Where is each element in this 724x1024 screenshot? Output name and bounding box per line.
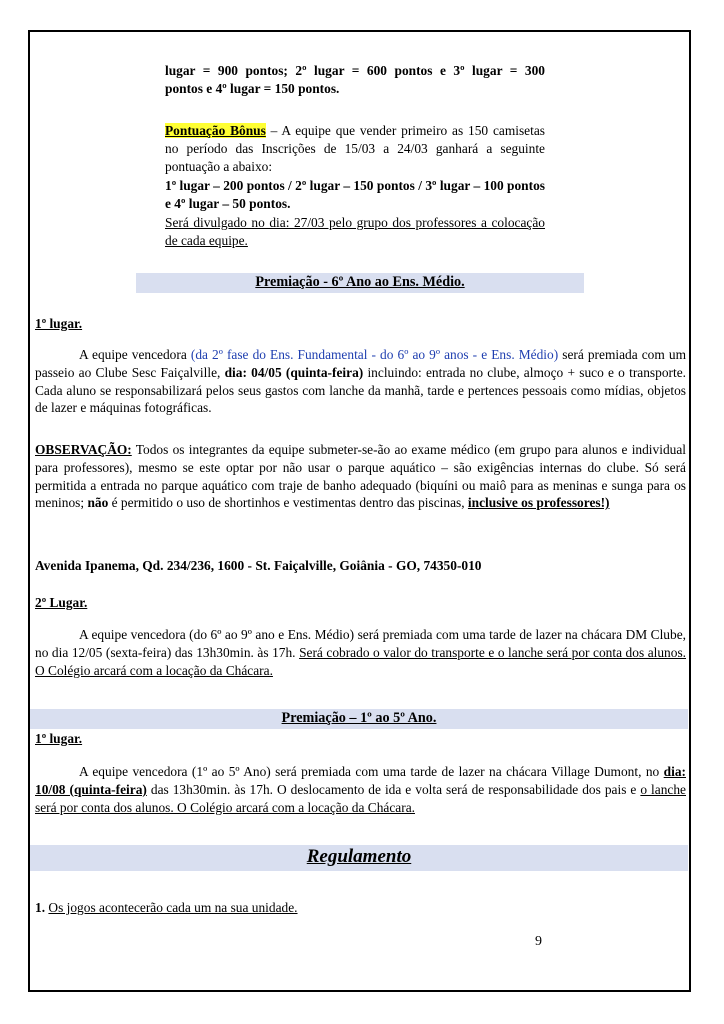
obs-label: OBSERVAÇÃO:: [35, 442, 132, 457]
bonus-text: – A equipe que vender primeiro as 150 camisetas no período das Inscrições de 15/03 a 24/03 ganhará a seguinte pontuação a abaixo:: [165, 123, 545, 174]
regulamento-item-1: [35, 899, 686, 917]
s1-p2-a: A equipe vencedora (do 6º ao 9º ano e Ens. Médio) será premiada com uma tarde de lazer na chácara DM Clube, no dia 12/05 (sexta-feira) das 13h30min. às 17h.: [35, 627, 686, 660]
club-address: Avenida Ipanema, Qd. 234/236, 1600 - St. Faiçalville, Goiânia - GO, 74350-010: [35, 558, 482, 573]
s1-p1-a: A equipe vencedora: [79, 347, 191, 362]
page-number: 9: [535, 934, 542, 949]
regulamento-band: [30, 845, 688, 871]
s2-p1-underlined: o lanche será por conta dos alunos. O Colégio arcará com a locação da Chácara.: [35, 781, 687, 815]
s1-p1-blue: (da 2º fase do Ens. Fundamental - do 6º ao 9º anos - e Ens. Médio): [190, 347, 559, 362]
obs-nao: não: [87, 495, 109, 511]
s2-p1-b: das 13h30min. às 17h. O deslocamento de ida e volta será de responsabilidade dos pais e: [146, 781, 641, 797]
section1-second-paragraph: [35, 626, 686, 679]
bonus-label: Pontuação Bônus: [165, 123, 266, 138]
scoring-line-1: lugar = 900 pontos; 2º lugar = 600 pontos e 3º lugar = 300: [165, 63, 545, 78]
bonus-paragraph: [165, 122, 545, 175]
s1-p2-underlined: Será cobrado o valor do transporte e o lanche será por conta dos alunos. O Colégio arcará com a locação da Chácara.: [35, 644, 686, 678]
section2-title: Premiação – 1º ao 5º Ano.: [281, 710, 437, 726]
section1-first-place-label: 1º lugar.: [35, 316, 83, 331]
s1-p1-b: será premiada com um passeio ao Clube Sesc Faiçalville,: [35, 347, 686, 380]
s2-p1-date: dia: 10/08 (quinta-feira): [35, 764, 686, 797]
s1-p1-c: incluindo: entrada no clube, almoço + suco e o transporte. Cada aluno se responsabilizará pelos seus gastos com lanche da manhã, tarde e pertences pessoais como mídias, objetos de lazer e máquinas fotográficas.: [35, 364, 686, 416]
regulamento-title: Regulamento: [306, 846, 412, 867]
section1-band: [136, 273, 584, 293]
section2-paragraph: [35, 763, 686, 816]
s2-p1-a: A equipe vencedora (1º ao 5º Ano) será premiada com uma tarde de lazer na chácara Village Dumont, no: [79, 764, 664, 779]
bonus-places: 1º lugar – 200 pontos / 2º lugar – 150 pontos / 3º lugar – 100 pontos e 4º lugar – 50 pontos.: [165, 178, 545, 211]
section1-paragraph: [35, 346, 686, 417]
obs-text2: é permitido o uso de shortinhos e vestimentas dentro das piscinas,: [108, 495, 468, 511]
section1-title: Premiação - 6º Ano ao Ens. Médio.: [255, 274, 465, 290]
observation-paragraph: [35, 441, 686, 512]
obs-end: inclusive os professores!): [467, 495, 610, 511]
item1-text: Os jogos acontecerão cada um na sua unidade.: [48, 900, 298, 915]
scoring-text: [165, 62, 545, 98]
section1-second-place-label: 2º Lugar.: [35, 595, 88, 610]
section2-first-place-label: 1º lugar.: [35, 731, 83, 746]
bonus-announce: Será divulgado no dia: 27/03 pelo grupo dos professores a colocação de cada equipe.: [165, 215, 545, 248]
item1-number: 1.: [35, 900, 46, 915]
section2-band: [30, 709, 688, 729]
s1-p1-date: dia: 04/05 (quinta-feira): [224, 364, 364, 380]
scoring-line-2: pontos e 4º lugar = 150 pontos.: [165, 80, 340, 96]
obs-text: Todos os integrantes da equipe submeter-se-ão ao exame médico (em grupo para alunos e individual para professores), mesmo se este optar por não usar o parque aquático – são exigências internas do clube. Só será permitida a entrada no parque aquático com traje de banho adequado (biquíni ou maiô para as meninas e sunga para os meninos;: [35, 442, 686, 511]
